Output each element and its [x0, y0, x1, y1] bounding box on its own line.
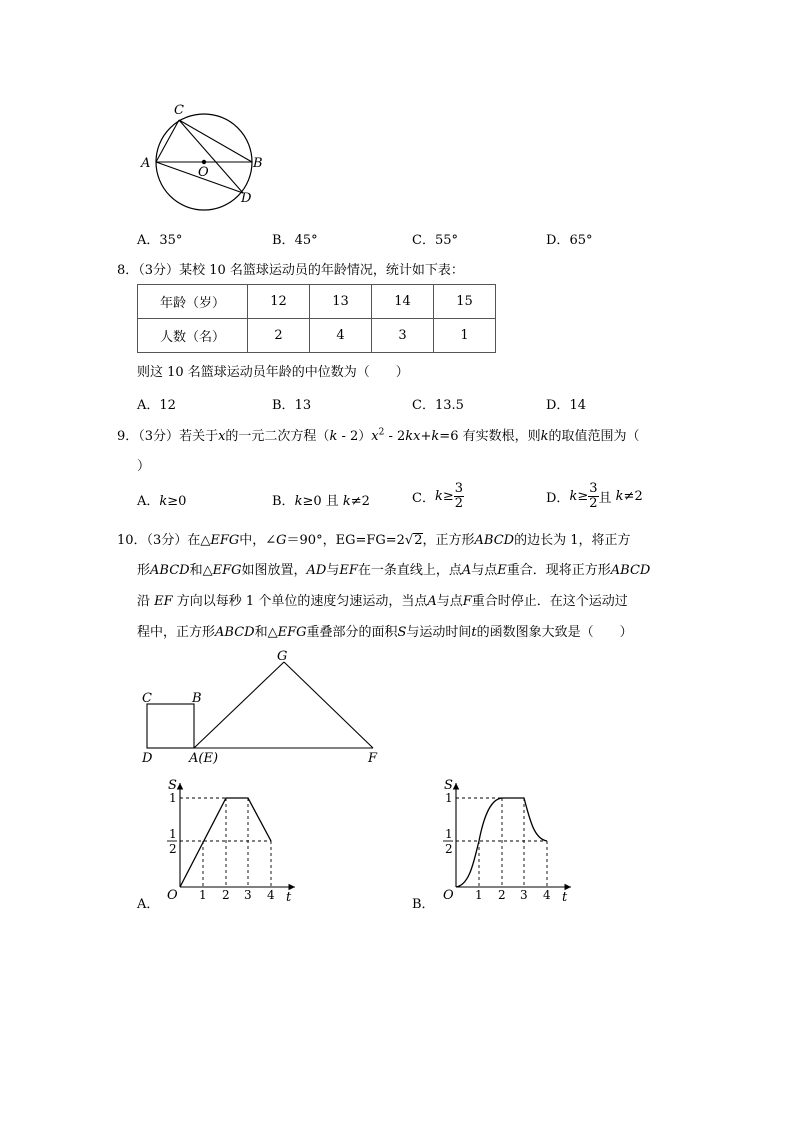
q10-line-4: 程中，正方形ABCD和△EFG重叠部分的面积S与运动时间t的函数图象大致是（ ） [137, 625, 633, 640]
q7-option-c: C．55° [412, 233, 458, 248]
table-cell: 14 [372, 285, 434, 319]
q9-stem: 9．（3分）若关于x的一元二次方程$(k - 2)x^2 - 2kx+k=6$ 有实数根，则k的取值范围为（ [117, 427, 640, 444]
table-cell: 12 [248, 285, 310, 319]
x-tick-4: 4 [543, 888, 551, 902]
tick-label-half-den: 2 [169, 842, 177, 856]
q9-option-d: D．k≥ $\frac{3}{2}$ 且 k≠2 [546, 481, 643, 511]
axis-label-s: S [168, 778, 177, 793]
label-ae: A(E) [189, 751, 219, 766]
label-o: O [198, 165, 209, 180]
age-table [137, 284, 496, 353]
q8-question: 则这 10 名篮球运动员年龄的中位数为（ ） [137, 365, 409, 380]
q10-line-3: 沿 EF 方向以每秒 1 个单位的速度匀速运动，当点A与点F重合时停止．在这个运动过 [137, 594, 628, 609]
label-d: D [241, 191, 252, 206]
q8-option-d: D．14 [546, 398, 586, 413]
square-triangle-figure [135, 645, 390, 770]
label-c: C [142, 691, 152, 706]
graph-b-letter: B． [412, 897, 435, 912]
q9-option-a: A．k≥0 [137, 494, 187, 509]
circle-figure [138, 100, 268, 215]
label-b: B [253, 156, 263, 171]
q9-stem-close: ） [137, 459, 151, 474]
table-row [138, 285, 496, 319]
table-cell: 人数（名） [138, 319, 248, 353]
origin-label: O [167, 888, 178, 903]
x-tick-2: 2 [498, 888, 506, 902]
table-row [138, 319, 496, 353]
x-tick-3: 3 [520, 888, 528, 902]
label-d: D [142, 751, 153, 766]
graph-a [160, 775, 300, 905]
table-cell: 2 [248, 319, 310, 353]
q7-option-a: A．35° [137, 233, 183, 248]
table-cell: 年龄（岁） [138, 285, 248, 319]
label-a: A [141, 156, 151, 171]
axis-label-t: t [286, 890, 292, 905]
q7-option-d: D．65° [546, 233, 593, 248]
q9-option-c: C．k≥ $\frac{3}{2}$ [412, 481, 464, 511]
label-b: B [192, 691, 202, 706]
q9-option-b: B．k≥0 且 k≠2 [272, 494, 370, 509]
table-cell: 15 [434, 285, 496, 319]
x-tick-3: 3 [244, 888, 252, 902]
axis-label-t: t [562, 890, 568, 905]
q8-option-b: B．13 [272, 398, 312, 413]
x-tick-2: 2 [222, 888, 230, 902]
x-tick-1: 1 [199, 888, 207, 902]
q7-option-b: B．45° [272, 233, 318, 248]
x-tick-4: 4 [267, 888, 275, 902]
origin-label: O [443, 888, 454, 903]
q8-option-a: A．12 [137, 398, 176, 413]
label-c: C [174, 103, 184, 118]
q8-option-c: C．13.5 [412, 398, 464, 413]
table-cell: 3 [372, 319, 434, 353]
tick-label-1: 1 [445, 791, 453, 805]
graph-b [436, 775, 576, 905]
table-cell: 4 [310, 319, 372, 353]
table-cell: 13 [310, 285, 372, 319]
tick-label-half-num: 1 [169, 827, 177, 841]
axis-label-s: S [444, 778, 453, 793]
q8-stem: 8．（3分）某校 10 名篮球运动员的年龄情况，统计如下表： [117, 263, 464, 278]
q10-line-2: 形ABCD和△EFG如图放置，AD与EF在一条直线上，点A与点E重合．现将正方形ABCD [137, 563, 651, 578]
tick-label-1: 1 [169, 791, 177, 805]
tick-label-half-num: 1 [445, 827, 453, 841]
table-cell: 1 [434, 319, 496, 353]
graph-a-letter: A． [137, 897, 160, 912]
tick-label-half-den: 2 [445, 842, 453, 856]
q10-line-1: 10．（3分）在△EFG中，∠G＝90°，EG=FG=2√2，正方形ABCD的边长为 1，将正方 [117, 533, 631, 548]
label-g: G [277, 649, 288, 664]
label-f: F [368, 751, 378, 766]
x-tick-1: 1 [475, 888, 483, 902]
